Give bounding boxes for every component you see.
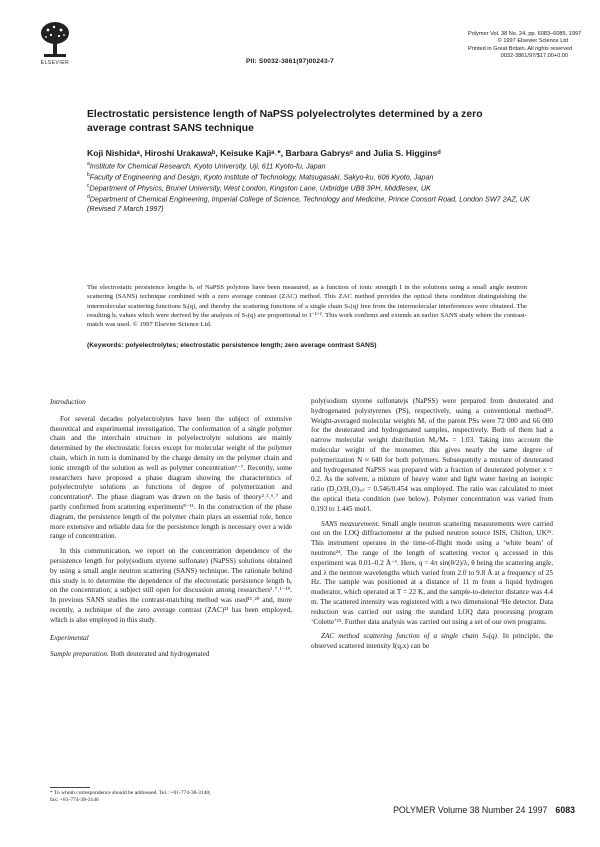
left-column <box>50 398 292 665</box>
footnote-rule <box>50 787 90 788</box>
journal-info <box>468 31 582 61</box>
correspondence-footnote: * To whom correspondence should be addressed. Tel.: +81-774-38-3140; fax: +81-774-38-3146 <box>50 790 211 803</box>
page-footer <box>322 805 575 815</box>
journal-info-line: Polymer Vol. 38 No. 24, pp. 6083–6085, 1997 <box>468 31 582 37</box>
section-heading-experimental: Experimental <box>50 633 89 642</box>
journal-info-line: Printed in Great Britain. All rights reserved <box>468 45 573 52</box>
page-number: 6083 <box>555 805 575 815</box>
journal-info-line: © 1997 Elsevier Science Ltd <box>497 38 568 45</box>
body-paragraph: For several decades polyelectrolytes have been the subject of extensive theoretical and experimental investigation. The conformation of a single polymer chain and the interchain structure in polyelectrolyte solutions are mainly determined by the electrostatic forces except for molecular weight of the polymer chain, which in turn is dominated by the charge density on the polymer chain and ionic strength of the solution as well as polymer concentration¹⁻⁷. Recently, some researchers have proposed a phase diagram showing the characteristics of polyelectrolyte solutions as functions of degree of polymerization and concentration⁸. The phase diagram was drawn on the basis of theory²˒³˒⁶˒⁷ and partly confirmed from scattering experiments⁸⁻¹¹. In the construction of the phase diagram, the persistence length of the polymer chain plays an essential role, hence more extensive and reliable data for the persistence length is necessary over a wide range of concentration. <box>50 414 292 541</box>
affiliation: $^b$Faculty of Engineering and Design, Kyoto Institute of Technology, Matsugasaki, Sakyo-ku, 606 Kyoto, Japan <box>87 171 434 182</box>
journal-info-line: 0032-3861/97/$17.00+0.00 <box>500 53 568 60</box>
run-in-heading: Sample preparation. <box>50 650 109 659</box>
affiliation: $^a$Institute for Chemical Research, Kyoto University, Uji, 611 Kyoto-fu, Japan <box>87 161 326 171</box>
publisher-name: ELSEVIER <box>40 60 70 66</box>
run-in-heading: SANS measurement. <box>321 519 380 528</box>
affiliation: $^d$Department of Chemical Engineering, Imperial College of Science, Technology and Medicine, Prince Consort Road, London SW7 2AZ, UK <box>87 193 530 204</box>
run-in-heading: ZAC method scattering function of a single chain Sₛ(q). <box>321 632 499 641</box>
keywords: (Keywords: polyelectrolytes; electrostatic persistence length; zero average contrast SANS) <box>87 342 377 349</box>
body-paragraph: Sample preparation. Both deuterated and hydrogenated <box>50 650 210 659</box>
abstract: The electrostatic persistence lengths bₑ of NaPSS polyions have been measured, as a function of ionic strength I in the solutions using a small angle neutron scattering (SANS) technique combined with a zero average contrast (ZAC) method. This ZAC method provides the optical theta condition distinguishing the intermolecular scattering functions Sᵢ(q), and thereby the scattering functions of a single chain Sₛ(q) free from the intermolecular interferences were obtained. The resulting bₑ values which were derived by the analysis of Sₛ(q) are proportional to I⁻¹ᐟ². This work confirms and extends an earlier SANS study where the contrast-match was used. © 1997 Elsevier Science Ltd. <box>87 284 527 328</box>
body-paragraph: ZAC method scattering function of a single chain Sₛ(q). In principle, the observed scattered intensity I(q,x) can be <box>311 632 553 651</box>
body-paragraph: SANS measurement. Small angle neutron scattering measurements were carried out on the LOQ diffractometer at the pulsed neutron source ISIS, Chilton, UK²³. This instrument operates in the time-of-flight mode using a ‘white beam’ of neutrons²⁴. The range of the length of scattering vector q accessed in this experiment was 0.01–0.2 Å⁻¹. Here, q = 4π sin(θ/2)/λ, θ being the scattering angle, and λ the neutron wavelengths which varied from 2.0 to 9.8 Å at a frequency of 25 Hz. The sample was positioned at a distance of 11 m from a liquid hydrogen moderator, which operated at T = 22 K, and the sample-to-detector distance was 4.4 m. The scattered intensity was registered with a two dimensional ³He detector. Data reduction was carried out using the standard LOQ data processing program ‘Colette’²⁵. Further data analysis was carried out using a set of our own programs. <box>311 519 553 626</box>
author-list: Koji Nishidaᵃ, Hiroshi Urakawaᵇ, Keisuke Kajiᵃ˒*, Barbara Gabrysᶜ and Julia S. Higginsᵈ <box>87 148 441 158</box>
journal-issue: POLYMER Volume 38 Number 24 1997 <box>393 805 548 815</box>
body-paragraph: poly(sodium styrene sulfonate)s (NaPSS) were prepared from deuterated and hydrogenated polystyrenes (PS), respectively, using a conventional method²². Weight-averaged molecular weights Mᵥ of the parent PSs were 72 000 and 66 000 for the deuterated and hydrogenated samples, respectively. Both of them had a narrow molecular weight distribution Mᵥ/Mₙ = 1.03. Taking into account the molecular weight of the monomer, this gives nearly the same degree of polymerization N ≈ 640 for both polymers. Subsequently a mixture of deuterated and hydrogenated NaPSS was prepared with a fraction of deuterated polymer x = 0.2. As the solvent, a mixture of heavy water and light water having an isotopic ratio (D₂O/H₂O)ᵥₒₗ = 0.546/0.454 was employed. The ratio was calculated to meet the optical theta condition (see below). Polymer concentration was varied from 0.193 to 1.445 mol/l. <box>311 397 553 513</box>
affiliation: $^c$Department of Physics, Brunel University, West London, Kingston Lane, Uxbridge UB8 3PH, Middlesex, UK <box>87 182 431 193</box>
affiliations <box>87 160 537 213</box>
body-paragraph: In this communication, we report on the concentration dependence of the persistence length for poly(sodium styrene sulfonate) (NaPSS) solutions obtained by using a small angle neutron scattering (SANS) technique. The rationale behind this study is to determine the dependence of the electrostatic persistence length bₑ on the concentration; a subject still open for discussion among researchers²˒⁷˒¹⁻¹⁹. In previous SANS studies the contrast-matching method was used¹¹˒²⁰ and, more recently, a technique of the zero average contrast (ZAC)²¹ has been employed, which is also employed in this study. <box>50 547 292 624</box>
elsevier-tree-logo <box>38 20 72 60</box>
right-column <box>311 397 553 657</box>
pii-identifier: PII: S0032-3861(97)00243-7 <box>246 58 334 65</box>
revision-date: (Revised 7 March 1997) <box>87 203 164 213</box>
paper-title: Electrostatic persistence length of NaPSS polyelectrolytes determined by a zero average contrast SANS technique <box>87 109 483 134</box>
section-heading-introduction: Introduction <box>50 398 86 406</box>
